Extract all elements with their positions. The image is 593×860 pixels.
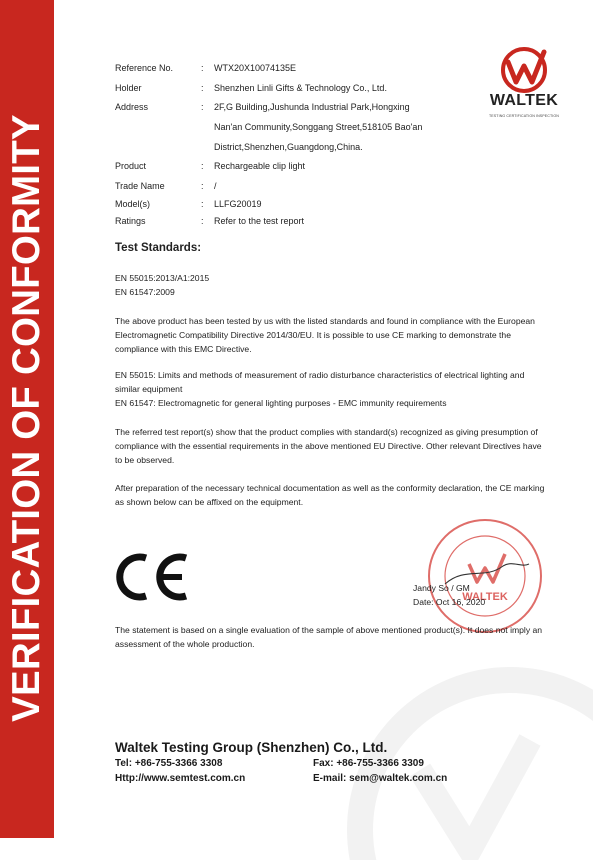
field-value: 2F,G Building,Jushunda Industrial Park,Hongxing [214,102,410,112]
footer-company: Waltek Testing Group (Shenzhen) Co., Ltd. [115,740,388,755]
field-value: LLFG20019 [214,199,262,209]
field-value: / [214,181,217,191]
paragraph-test-reports: The referred test report(s) show that the product complies with standard(s) recognized as giving presumption of compliance with the essential requirements in the above mentioned EU Directive. Other relevant Directives have to be observed. [115,427,542,465]
signatory: Jandy So / GM [413,583,470,593]
field-value: Rechargeable clip light [214,161,306,171]
field-label: Reference No. [115,63,174,73]
paragraph-compliance: The above product has been tested by us with the listed standards and found in compliance with the European Electromagnetic Compatibility Directive 2014/30/EU. It is possible to use CE marking to demonstrate the compliance with this EMC Directive. [115,316,535,354]
field-value: Shenzhen Linli Gifts & Technology Co., Ltd. [214,83,387,93]
issue-date: Date: Oct 16, 2020 [413,597,486,607]
side-banner [0,0,54,838]
field-value: WTX20X10074135E [214,63,297,73]
address-line-2: Nan'an Community,Songgang Street,518105 Bao'an [214,122,423,132]
field-label: Model(s) [115,199,151,209]
paragraph-ce-marking: After preparation of the necessary technical documentation as well as the conformity declaration, the CE marking as shown below can be affixed on the equipment. [115,483,545,507]
standard-1: EN 55015:2013/A1:2015 [115,273,210,283]
field-label: Trade Name [115,181,165,191]
field-label: Address [115,102,149,112]
standard-2: EN 61547:2009 [115,287,175,297]
field-label: Holder [115,83,142,93]
footer-website: Http://www.semtest.com.cn [115,773,246,784]
field-value: Refer to the test report [214,216,305,226]
footer-tel: Tel: +86-755-3366 3308 [115,758,223,769]
footer-fax: Fax: +86-755-3366 3309 [313,758,424,769]
footer-email: E-mail: sem@waltek.com.cn [313,773,448,784]
standard-description-2: EN 61547: Electromagnetic for general lighting purposes - EMC immunity requirements [115,398,447,408]
logo-name: WALTEK [489,92,559,109]
paragraph-statement: The statement is based on a single evaluation of the sample of above mentioned product(s). It does not imply an assessment of the whole production. [115,625,543,649]
field-label: Product [115,161,147,171]
ce-mark-icon [112,550,192,604]
banner-title: VERIFICATION OF CONFORMITY [5,114,48,722]
standard-description-1: EN 55015: Limits and methods of measurement of radio disturbance characteristics of electrical lighting and similar equipment [115,370,525,394]
stamp-label: WALTEK [462,591,508,603]
test-standards-title: Test Standards: [115,242,202,254]
logo-tagline: TESTING CERTIFICATION INSPECTION [489,114,559,118]
address-line-3: District,Shenzhen,Guangdong,China. [214,142,363,152]
field-label: Ratings [115,216,146,226]
certification-stamp-icon [425,516,545,636]
